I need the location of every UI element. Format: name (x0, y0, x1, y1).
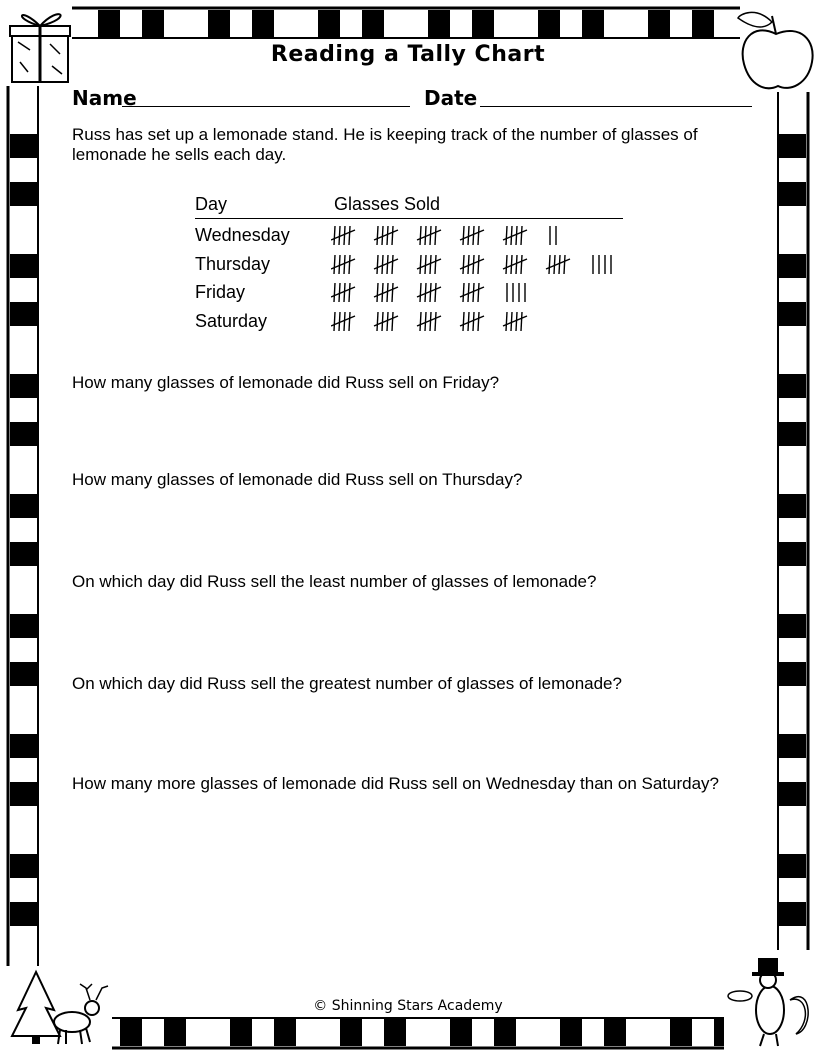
tally-group-of-five (417, 283, 441, 302)
tally-group-of-five (417, 226, 441, 245)
tally-marks (331, 309, 631, 335)
question-3: On which day did Russ sell the least number of glasses of lemonade? (72, 572, 597, 591)
tally-group-of-five (503, 226, 527, 245)
name-field[interactable] (122, 106, 410, 107)
tally-group-of-five (331, 226, 355, 245)
name-label: Name (72, 86, 137, 110)
tally-group-of-five (417, 255, 441, 274)
date-field[interactable] (480, 106, 752, 107)
tally-day-label: Thursday (195, 253, 271, 274)
tally-group-of-five (503, 255, 527, 274)
tally-row (195, 276, 623, 305)
tally-marks (331, 280, 631, 306)
tally-chart (195, 194, 623, 333)
name-date-row (72, 86, 752, 112)
tally-group-of-five (331, 312, 355, 331)
header-day: Day (195, 194, 228, 214)
tally-day-label: Friday (195, 282, 246, 302)
header-glasses-sold: Glasses Sold (334, 194, 441, 214)
tally-group-of-five (460, 226, 484, 245)
tally-single-marks (507, 283, 525, 302)
tally-group-of-five (374, 283, 398, 302)
tally-group-of-five (503, 312, 527, 331)
tally-group-of-five (374, 226, 398, 245)
footer-credit: © Shinning Stars Academy (313, 998, 503, 1014)
tally-chart-header (195, 194, 623, 219)
question-1: How many glasses of lemonade did Russ sell on Friday? (72, 373, 500, 392)
tally-row (195, 219, 623, 248)
date-label: Date (424, 86, 478, 110)
question-2: How many glasses of lemonade did Russ sell on Thursday? (72, 470, 523, 489)
worksheet-title: Reading a Tally Chart (270, 42, 546, 67)
tally-day-label: Wednesday (195, 225, 290, 245)
tally-group-of-five (331, 283, 355, 302)
tally-group-of-five (417, 312, 441, 331)
tally-row (195, 248, 623, 277)
tally-group-of-five (460, 312, 484, 331)
tally-row (195, 305, 623, 334)
tally-single-marks (593, 255, 611, 274)
tally-marks (331, 252, 631, 278)
tally-group-of-five (460, 255, 484, 274)
tally-group-of-five (374, 255, 398, 274)
tally-group-of-five (331, 255, 355, 274)
tally-marks (331, 223, 631, 249)
tally-day-label: Saturday (195, 310, 268, 331)
question-5: How many more glasses of lemonade did Russ sell on Wednesday than on Saturday? (72, 774, 719, 793)
tally-group-of-five (374, 312, 398, 331)
tally-group-of-five (460, 283, 484, 302)
tally-group-of-five (546, 255, 570, 274)
intro-text: Russ has set up a lemonade stand. He is keeping track of the number of glasses of lemonade he sells each day. (72, 125, 698, 164)
tally-single-marks (550, 226, 556, 245)
question-4: On which day did Russ sell the greatest number of glasses of lemonade? (72, 674, 622, 693)
